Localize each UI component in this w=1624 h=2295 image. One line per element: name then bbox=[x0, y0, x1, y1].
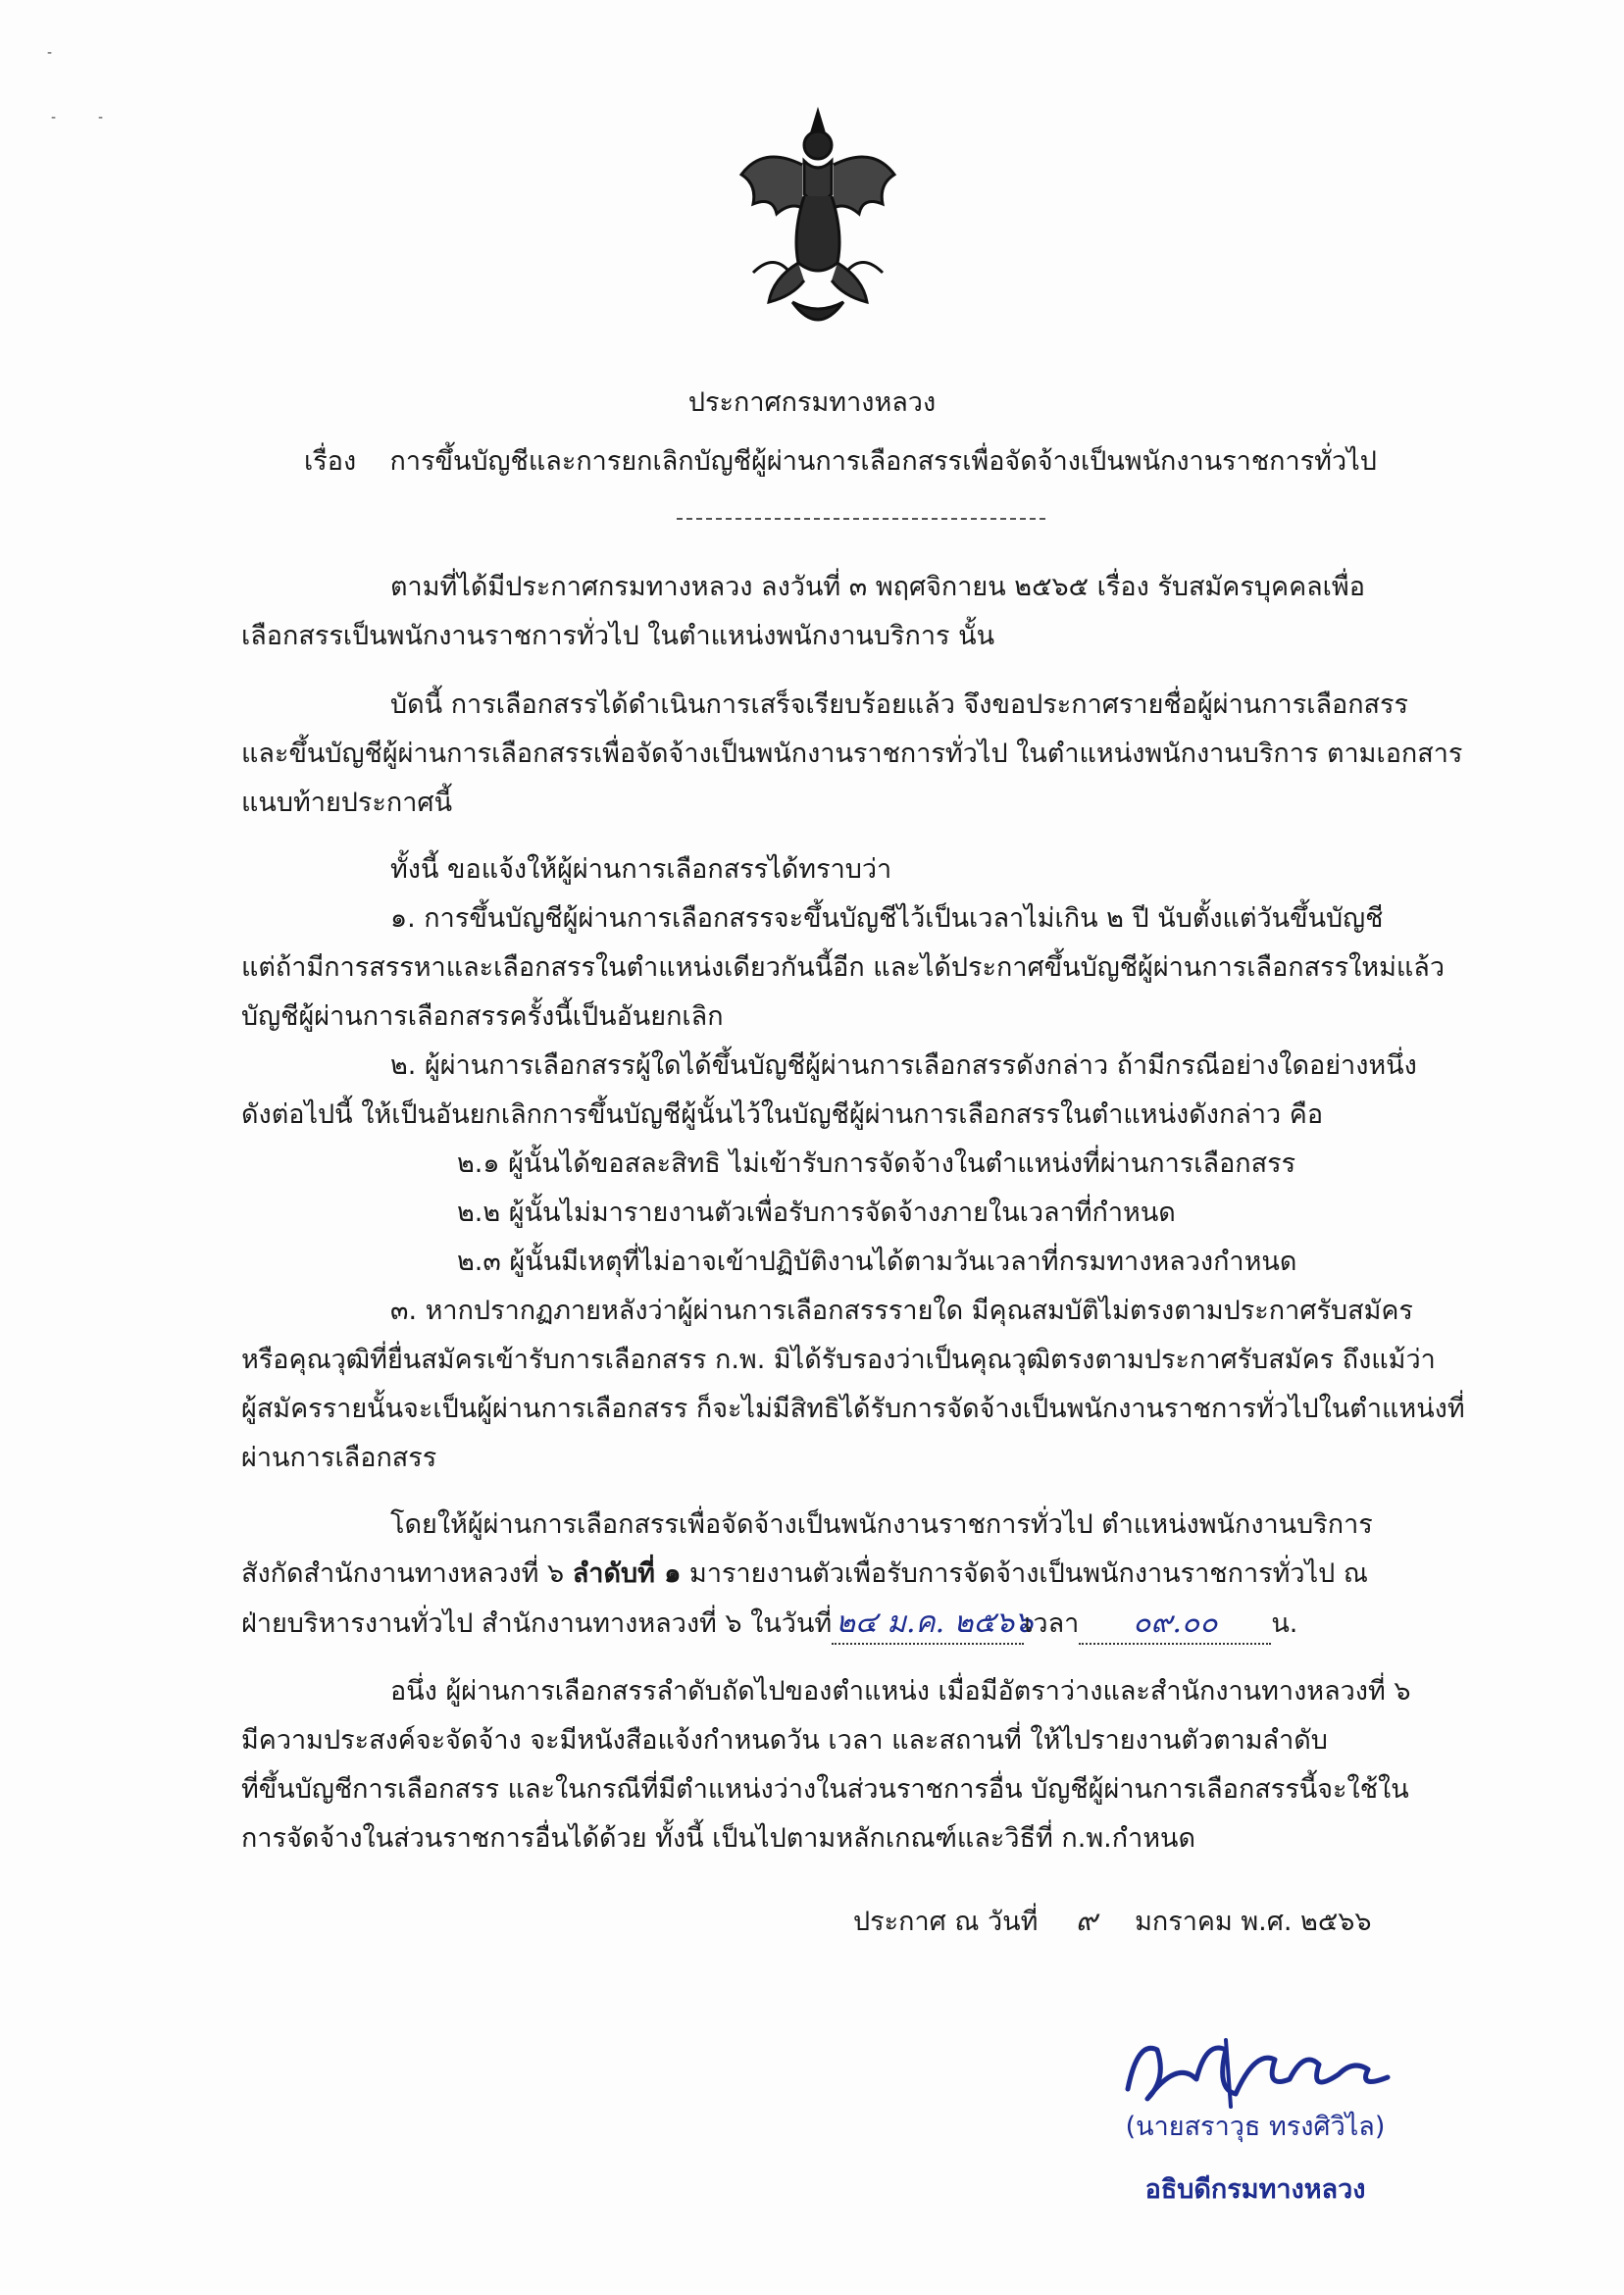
text-segment: ประกาศ ณ วันที่ bbox=[853, 1907, 1039, 1937]
handwritten-date: ๒๔ ม.ค. ๒๕๖๖ bbox=[836, 1606, 1034, 1640]
sub-list-item: ๒.๒ ผู้นั้นไม่มารายงานตัวเพื่อรับการจัดจ้างภายในเวลาที่กำหนด bbox=[457, 1198, 1176, 1228]
signature-icon bbox=[1108, 2020, 1402, 2118]
scan-speck: - bbox=[47, 45, 53, 61]
text-segment: มารายงานตัวเพื่อรับการจัดจ้างเป็นพนักงานราชการทั่วไป ณ bbox=[681, 1558, 1368, 1589]
text-segment: เวลา bbox=[1024, 1608, 1080, 1639]
text-segment: น. bbox=[1271, 1608, 1298, 1639]
paragraph-line: แนบท้ายประกาศนี้ bbox=[241, 788, 453, 818]
sub-list-item: ๒.๓ ผู้นั้นมีเหตุที่ไม่อาจเข้าปฏิบัติงานได้ตามวันเวลาที่กรมทางหลวงกำหนด bbox=[457, 1247, 1297, 1277]
list-item: ๓. หากปรากฏภายหลังว่าผู้ผ่านการเลือกสรรรายใด มีคุณสมบัติไม่ตรงตามประกาศรับสมัคร bbox=[390, 1296, 1413, 1326]
paragraph-line: โดยให้ผู้ผ่านการเลือกสรรเพื่อจัดจ้างเป็นพนักงานราชการทั่วไป ตำแหน่งพนักงานบริการ bbox=[390, 1509, 1373, 1540]
list-item: ผู้สมัครรายนั้นจะเป็นผู้ผ่านการเลือกสรร ก็จะไม่มีสิทธิได้รับการจัดจ้างเป็นพนักงานราชการทั่วไปในตำแหน่งที่ bbox=[241, 1394, 1465, 1424]
text-segment: ฝ่ายบริหารงานทั่วไป สำนักงานทางหลวงที่ ๖ ในวันที่ bbox=[241, 1608, 833, 1639]
report-time-field bbox=[1079, 1605, 1271, 1645]
paragraph-line: มีความประสงค์จะจัดจ้าง จะมีหนังสือแจ้งกำหนดวัน เวลา และสถานที่ ให้ไปรายงานตัวตามลำดับ bbox=[241, 1725, 1328, 1756]
announcement-date bbox=[853, 1903, 1372, 1941]
text-segment: สังกัดสำนักงานทางหลวงที่ ๖ bbox=[241, 1558, 573, 1589]
paragraph-line: อนึ่ง ผู้ผ่านการเลือกสรรลำดับถัดไปของตำแหน่ง เมื่อมีอัตราว่างและสำนักงานทางหลวงที่ ๖ bbox=[390, 1676, 1411, 1707]
sub-list-item: ๒.๑ ผู้นั้นได้ขอสละสิทธิ ไม่เข้ารับการจัดจ้างในตำแหน่งที่ผ่านการเลือกสรร bbox=[457, 1148, 1296, 1179]
report-date-field bbox=[832, 1605, 1034, 1645]
paragraph-line: บัดนี้ การเลือกสรรได้ดำเนินการเสร็จเรียบร้อยแล้ว จึงขอประกาศรายชื่อผู้ผ่านการเลือกสรร bbox=[390, 689, 1409, 720]
paragraph-line: ที่ขึ้นบัญชีการเลือกสรร และในกรณีที่มีตำแหน่งว่างในส่วนราชการอื่น บัญชีผู้ผ่านการเลือกสรรนี้จะใช้ใน bbox=[241, 1774, 1409, 1805]
list-item: ดังต่อไปนี้ ให้เป็นอันยกเลิกการขึ้นบัญชีผู้นั้นไว้ในบัญชีผู้ผ่านการเลือกสรรในตำแหน่งดังกล่าว คือ bbox=[241, 1099, 1324, 1130]
list-item: แต่ถ้ามีการสรรหาและเลือกสรรในตำแหน่งเดียวกันนี้อีก และได้ประกาศขึ้นบัญชีผู้ผ่านการเลือกสรรใหม่แล้ว bbox=[241, 952, 1446, 983]
signatory-title: อธิบดีกรมทางหลวง bbox=[1144, 2174, 1366, 2205]
subject-label: เรื่อง bbox=[304, 446, 357, 477]
order-number: ลำดับที่ ๑ bbox=[572, 1558, 682, 1589]
paragraph-line bbox=[241, 1605, 1297, 1645]
list-item: ๒. ผู้ผ่านการเลือกสรรผู้ใดได้ขึ้นบัญชีผู้ผ่านการเลือกสรรดังกล่าว ถ้ามีกรณีอย่างใดอย่างหนึ่ง bbox=[390, 1050, 1417, 1081]
text-segment: มกราคม พ.ศ. ๒๕๖๖ bbox=[1135, 1907, 1372, 1937]
garuda-emblem-icon bbox=[734, 106, 902, 333]
subject-line bbox=[304, 443, 1377, 481]
paragraph-line: ทั้งนี้ ขอแจ้งให้ผู้ผ่านการเลือกสรรได้ทราบว่า bbox=[390, 854, 892, 885]
scan-speck: - bbox=[51, 110, 57, 126]
paragraph-line: การจัดจ้างในส่วนราชการอื่นได้ด้วย ทั้งนี้ เป็นไปตามหลักเกณฑ์และวิธีที่ ก.พ.กำหนด bbox=[241, 1823, 1196, 1854]
paragraph-line bbox=[241, 1556, 1368, 1593]
document-title: ประกาศกรมทางหลวง bbox=[687, 387, 937, 418]
list-item: หรือคุณวุฒิที่ยื่นสมัครเข้ารับการเลือกสรร ก.พ. มิได้รับรองว่าเป็นคุณวุฒิตรงตามประกาศรับสมัคร ถึงแม้ว่า bbox=[241, 1345, 1436, 1375]
paragraph-line: เลือกสรรเป็นพนักงานราชการทั่วไป ในตำแหน่งพนักงานบริการ นั้น bbox=[241, 621, 995, 651]
handwritten-day: ๙ bbox=[1075, 1904, 1097, 1938]
paragraph-line: ตามที่ได้มีประกาศกรมทางหลวง ลงวันที่ ๓ พฤศจิกายน ๒๕๖๕ เรื่อง รับสมัครบุคคลเพื่อ bbox=[390, 572, 1365, 602]
list-item: บัญชีผู้ผ่านการเลือกสรรครั้งนี้เป็นอันยกเลิก bbox=[241, 1001, 724, 1032]
list-item: ๑. การขึ้นบัญชีผู้ผ่านการเลือกสรรจะขึ้นบัญชีไว้เป็นเวลาไม่เกิน ๒ ปี นับตั้งแต่วันขึ้นบัญชี bbox=[390, 903, 1384, 934]
subject-text: การขึ้นบัญชีและการยกเลิกบัญชีผู้ผ่านการเลือกสรรเพื่อจัดจ้างเป็นพนักงานราชการทั่วไป bbox=[389, 446, 1377, 477]
signatory-name: (นายสราวุธ ทรงศิวิไล) bbox=[1125, 2112, 1386, 2142]
scan-speck: - bbox=[98, 110, 104, 126]
separator-line bbox=[677, 518, 1045, 520]
paragraph-line: และขึ้นบัญชีผู้ผ่านการเลือกสรรเพื่อจัดจ้างเป็นพนักงานราชการทั่วไป ในตำแหน่งพนักงานบริการ ตามเอกสาร bbox=[241, 739, 1463, 769]
list-item: ผ่านการเลือกสรร bbox=[241, 1443, 437, 1473]
handwritten-time: ๐๙.๐๐ bbox=[1133, 1606, 1218, 1640]
